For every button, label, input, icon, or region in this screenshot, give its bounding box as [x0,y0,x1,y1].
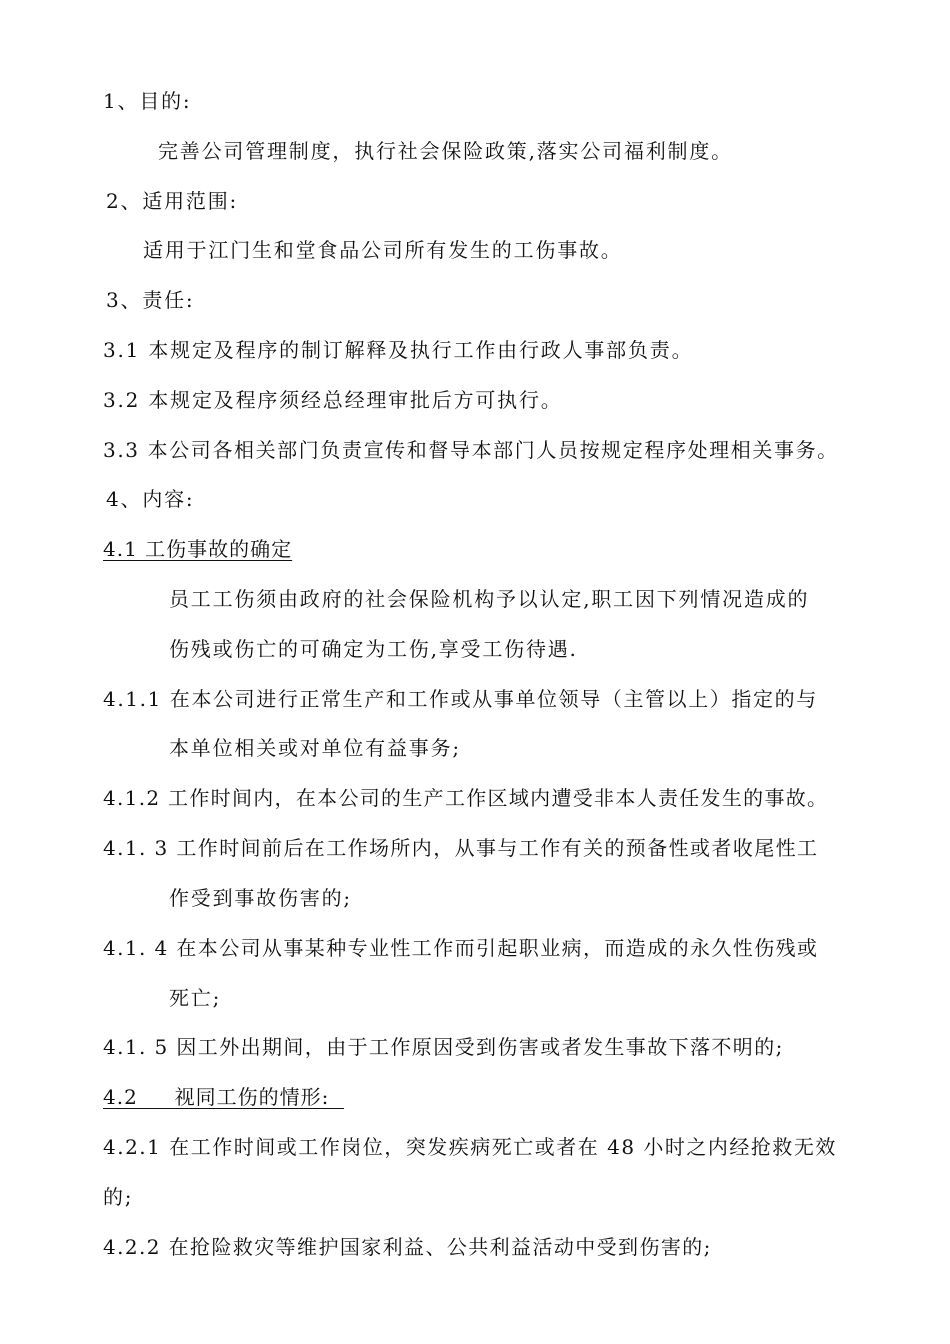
clause-4-1-5: 4.1. 5 因工外出期间，由于工作原因受到伤害或者发生事故下落不明的; [103,1035,784,1059]
section-1-body: 完善公司管理制度，执行社会保险政策,落实公司福利制度。 [158,139,733,163]
clause-4-2-1: 4.2.1 在工作时间或工作岗位，突发疾病死亡或者在 48 小时之内经抢救无效 [103,1135,837,1159]
clause-3-2: 3.2 本规定及程序须经总经理审批后方可执行。 [103,388,563,412]
subsection-4-1-intro-line-2: 伤残或伤亡的可确定为工伤,享受工伤待遇. [169,637,578,661]
clause-4-1-3: 4.1. 3 工作时间前后在工作场所内，从事与工作有关的预备性或者收尾性工 [103,836,819,860]
clause-4-1-1: 4.1.1 在本公司进行正常生产和工作或从事单位领导（主管以上）指定的与 [103,687,818,711]
clause-3-1: 3.1 本规定及程序的制订解释及执行工作由行政人事部负责。 [103,338,694,362]
clause-4-1-1-continued: 本单位相关或对单位有益事务; [169,736,461,760]
clause-4-1-2: 4.1.2 工作时间内，在本公司的生产工作区域内遭受非本人责任发生的事故。 [103,786,829,810]
subsection-4-1-intro-line-1: 员工工伤须由政府的社会保险机构予以认定,职工因下列情况造成的 [169,587,810,611]
clause-3-3: 3.3 本公司各相关部门负责宣传和督导本部门人员按规定程序处理相关事务。 [103,438,839,462]
clause-4-1-3-continued: 作受到事故伤害的; [169,886,352,910]
clause-4-2-1-continued: 的; [103,1185,134,1209]
section-1-heading: 1、目的: [103,89,192,113]
subsection-4-1-title: 4.1 工伤事故的确定 [103,537,293,561]
section-4-heading: 4、内容: [106,487,195,511]
clause-4-1-4: 4.1. 4 在本公司从事某种专业性工作而引起职业病，而造成的永久性伤残或 [103,936,819,960]
clause-4-1-4-continued: 死亡; [169,986,222,1010]
section-3-heading: 3、责任: [106,288,195,312]
section-2-body: 适用于江门生和堂食品公司所有发生的工伤事故。 [143,238,623,262]
section-2-heading: 2、适用范围: [106,189,239,213]
clause-4-2-2: 4.2.2 在抢险救灾等维护国家利益、公共利益活动中受到伤害的; [103,1235,712,1259]
subsection-4-2-title: 4.2 视同工伤的情形: [103,1085,345,1109]
